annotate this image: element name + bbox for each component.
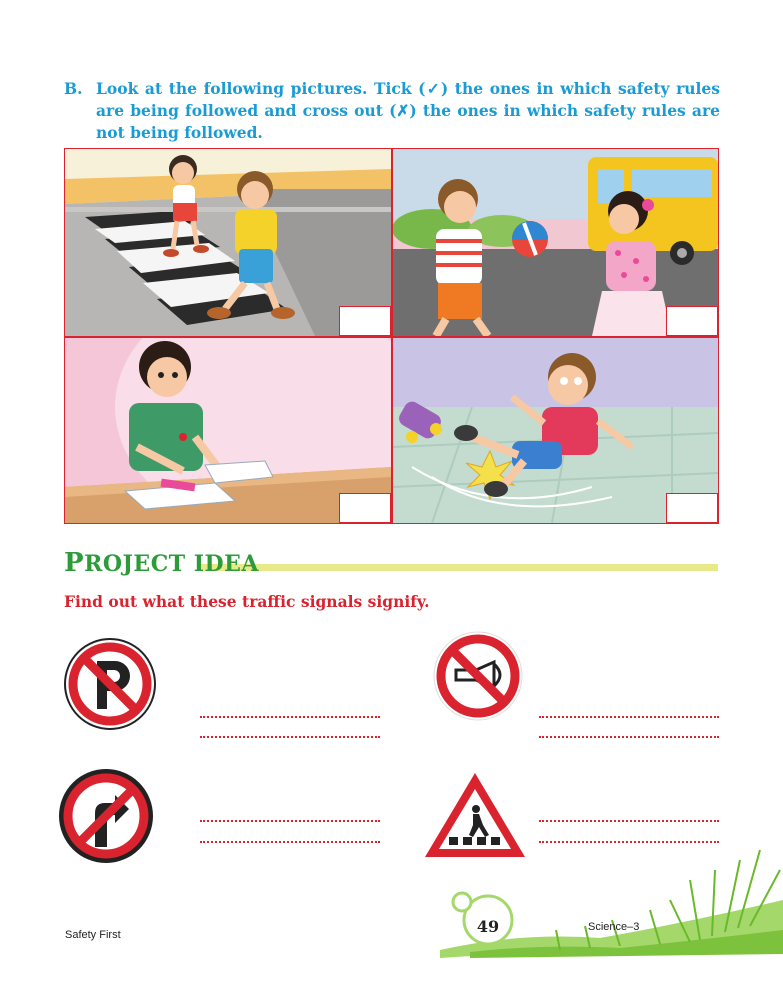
- page-number: 49: [476, 917, 500, 936]
- no-parking-sign-icon: [63, 637, 157, 736]
- footer-chapter-title: Safety First: [65, 929, 121, 941]
- answer-line-1b[interactable]: [200, 736, 380, 738]
- no-horn-sign-icon: [432, 630, 524, 727]
- answer-box-1[interactable]: [339, 306, 391, 336]
- answer-box-2[interactable]: [666, 306, 718, 336]
- picture-grid: [64, 148, 719, 524]
- project-idea-heading: PROJECT IDEA: [64, 548, 259, 578]
- exercise-letter: B.: [64, 79, 83, 98]
- project-heading-bar: [200, 564, 718, 571]
- exercise-instruction: Look at the following pictures. Tick (✓) the ones in which safety rules are being followed and cross out (✗) the ones in which safety rules are not being followed.: [96, 79, 720, 142]
- answer-box-3[interactable]: [339, 493, 391, 523]
- picture-boy-slipping: [392, 337, 718, 523]
- answer-line-3a[interactable]: [200, 820, 380, 822]
- picture-boy-with-blade: [65, 337, 391, 523]
- grass-decoration: [0, 840, 783, 1005]
- project-subheading: Find out what these traffic signals signify.: [64, 592, 430, 611]
- picture-ball-on-road: [392, 149, 718, 336]
- answer-line-1a[interactable]: [200, 716, 380, 718]
- answer-line-2b[interactable]: [539, 736, 719, 738]
- answer-line-2a[interactable]: [539, 716, 719, 718]
- footer-book-title: Science–3: [588, 921, 640, 933]
- answer-box-4[interactable]: [666, 493, 718, 523]
- answer-line-4a[interactable]: [539, 820, 719, 822]
- grid-divider-horizontal: [65, 336, 718, 338]
